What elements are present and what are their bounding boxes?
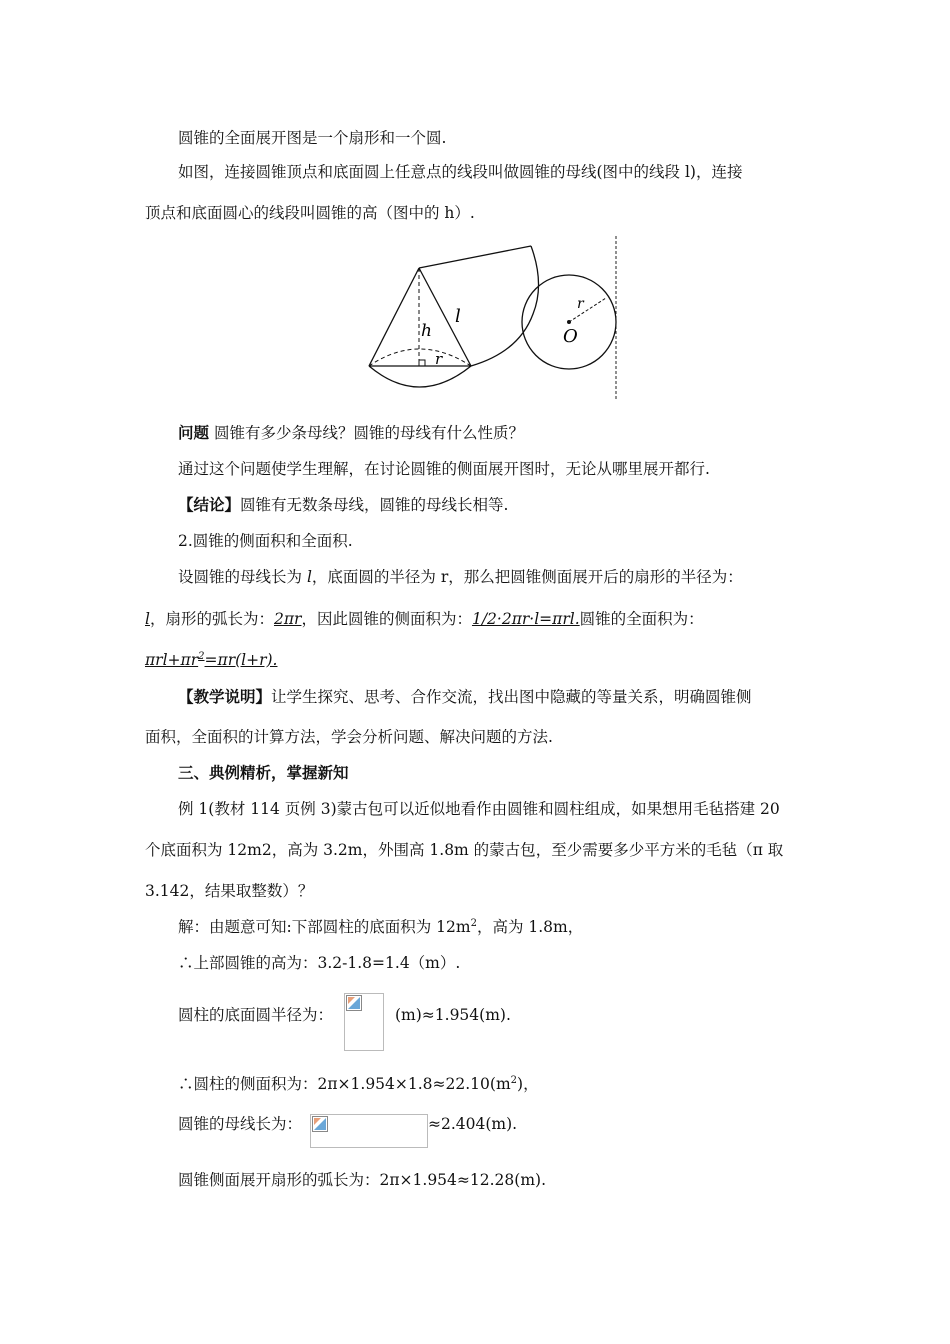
solution-line1	[178, 916, 583, 938]
text-segment: 圆锥的全面积为：	[579, 610, 704, 628]
example1-line3: 3.142，结果取整数）？	[145, 882, 314, 900]
solution-line4	[178, 1073, 539, 1095]
teaching-note-line1	[178, 686, 752, 708]
subheading-lateral-area: 2.圆锥的侧面积和全面积.	[178, 532, 353, 550]
superscript-2: 2	[470, 917, 477, 929]
circle-center-dot	[567, 320, 571, 324]
paragraph-net-definition: 圆锥的全面展开图是一个扇形和一个圆.	[178, 129, 447, 147]
section-heading-examples: 三、典例精析，掌握新知	[178, 763, 349, 782]
text-segment: ∴圆柱的侧面积为：2π×1.954×1.8≈22.10(m	[178, 1075, 511, 1093]
question-line	[178, 422, 524, 444]
label-r-cone: r	[435, 350, 443, 368]
circle-radius	[569, 298, 606, 322]
cone-net-figure	[363, 236, 623, 402]
cone-base-front	[369, 366, 471, 387]
solution-line2: ∴上部圆锥的高为：3.2-1.8=1.4（m）.	[178, 954, 461, 972]
lateral-area-formula: 1/2·2πr·l=πrl.	[471, 610, 580, 628]
question-label: 问题	[178, 423, 210, 442]
text-segment: ，因此圆锥的侧面积为：	[301, 610, 472, 628]
superscript-2: 2	[198, 650, 205, 662]
formula-image-placeholder	[310, 1114, 428, 1148]
paragraph-understanding: 通过这个问题使学生理解，在讨论圆锥的侧面展开图时，无论从哪里展开都行.	[178, 460, 710, 478]
conclusion-text: 圆锥有无数条母线，圆锥的母线长相等.	[240, 496, 509, 514]
label-l: l	[455, 306, 461, 327]
solution-line5-result: ≈2.404(m).	[428, 1115, 518, 1133]
superscript-2: 2	[510, 1074, 518, 1086]
solution-line3-label: 圆柱的底面圆半径为：	[178, 1006, 334, 1024]
total-area-part1: πrl+πr	[145, 651, 199, 669]
solution-line6: 圆锥侧面展开扇形的弧长为：2π×1.954≈12.28(m).	[178, 1171, 546, 1189]
teaching-note-line2: 面积，全面积的计算方法，学会分析问题、解决问题的方法.	[145, 728, 553, 746]
sector-edge-top	[419, 246, 531, 268]
text-segment: ，高为 1.8m，	[476, 918, 584, 936]
label-h: h	[421, 321, 432, 341]
text-segment: 设圆锥的母线长为	[178, 568, 307, 586]
conclusion-label: 【结论】	[178, 495, 241, 514]
solution-line3-result: (m)≈1.954(m).	[395, 1006, 511, 1024]
paragraph-generatrix-line2: 顶点和底面圆心的线段叫圆锥的高（图中的 h）.	[145, 204, 475, 222]
example1-line2: 个底面积为 12m2，高为 3.2m，外围高 1.8m 的蒙古包，至少需要多少平方米的毛毡（π 取	[145, 841, 784, 859]
symbol-l-underlined: l	[145, 610, 150, 628]
broken-image-icon	[346, 995, 362, 1011]
example1-line1: 例 1(教材 114 页例 3)蒙古包可以近似地看作由圆锥和圆柱组成，如果想用毛毡搭建 20	[178, 800, 780, 818]
question-text: 圆锥有多少条母线？圆锥的母线有什么性质？	[213, 424, 524, 442]
total-area-part2: =πr(l+r).	[204, 651, 278, 669]
total-area-formula	[145, 649, 277, 671]
symbol-l: l	[306, 568, 312, 586]
text-segment: 解：由题意可知:下部圆柱的底面积为 12m	[178, 918, 471, 936]
label-r-circle: r	[577, 296, 584, 312]
broken-image-icon	[312, 1116, 328, 1132]
sector-arc	[471, 246, 539, 366]
text-segment: )，	[517, 1075, 539, 1093]
cone-slant-left	[369, 268, 419, 366]
text-segment: ，底面圆的半径为 r，那么把圆锥侧面展开后的扇形的半径为：	[311, 568, 743, 586]
conclusion-line	[178, 494, 508, 516]
text-segment: ，扇形的弧长为：	[149, 610, 274, 628]
solution-line5-label: 圆锥的母线长为：	[178, 1115, 303, 1133]
paragraph-area-line2	[145, 608, 704, 630]
teaching-note-label: 【教学说明】	[178, 687, 272, 706]
formula-image-placeholder	[344, 993, 384, 1051]
label-o: O	[563, 326, 578, 347]
paragraph-area-line1	[178, 566, 743, 588]
cone-base-back	[369, 349, 471, 366]
teaching-note-text: 让学生探究、思考、合作交流，找出图中隐藏的等量关系，明确圆锥侧	[271, 688, 752, 706]
sector-edge-generatrix	[419, 268, 471, 366]
right-angle-mark	[419, 360, 425, 366]
paragraph-generatrix-line1: 如图，连接圆锥顶点和底面圆上任意点的线段叫做圆锥的母线(图中的线段 l)，连接	[178, 163, 743, 181]
arc-length-formula: 2πr	[273, 610, 302, 628]
